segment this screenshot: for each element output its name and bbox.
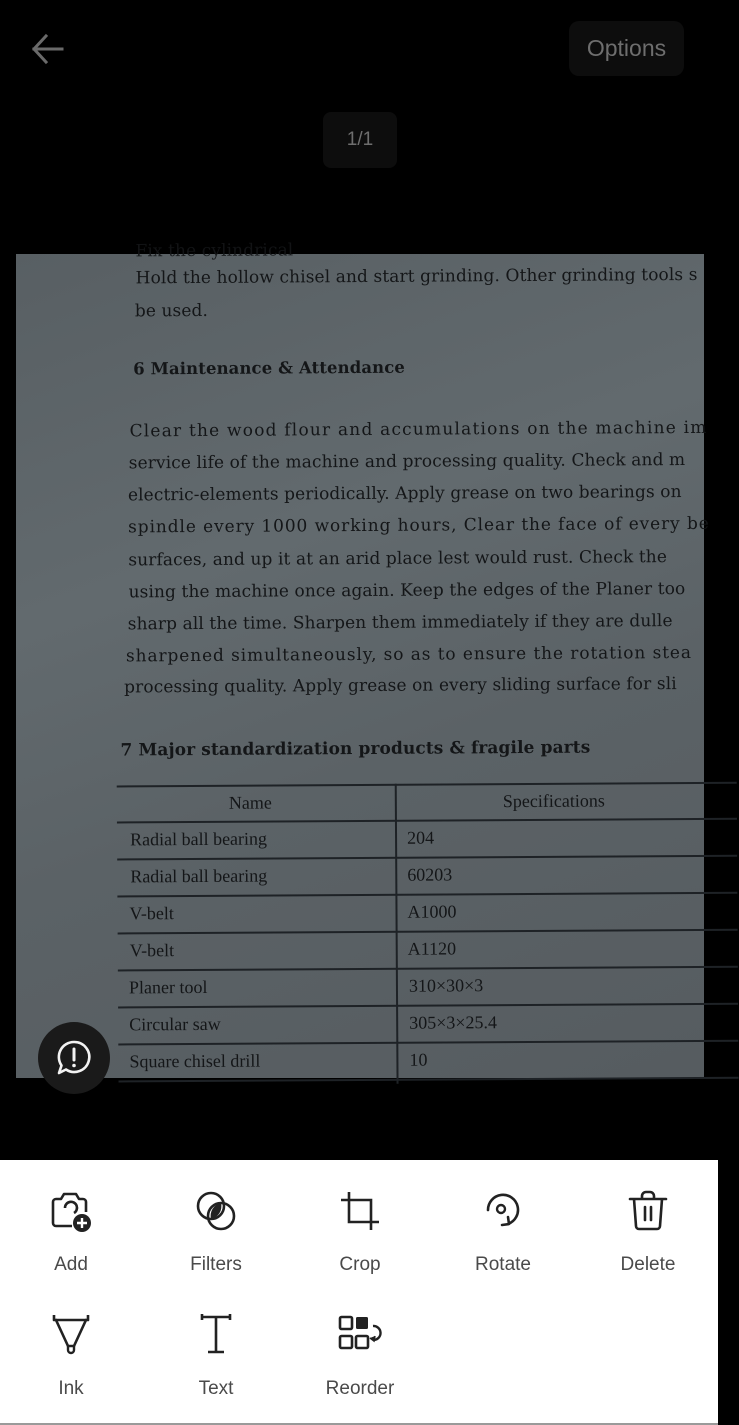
table-cell-spec: 305×3×25.4 [409, 1012, 498, 1033]
document-text-line: Fix the cylindrical [135, 240, 294, 262]
table-cell-name: Planer tool [128, 976, 208, 998]
delete-label: Delete [620, 1254, 676, 1275]
crop-label: Crop [339, 1254, 381, 1275]
reorder-icon [337, 1312, 383, 1358]
delete-button[interactable] [593, 1160, 703, 1275]
paragraph-line: spindle every 1000 working hours, Clear the face of every be [128, 513, 710, 538]
ink-label: Ink [58, 1378, 84, 1399]
table-cell-name: Circular saw [129, 1013, 221, 1035]
paragraph-line: Clear the wood flour and accumulations on the machine im [129, 417, 708, 442]
table-cell-spec: 310×30×3 [408, 975, 484, 996]
table-row [118, 1003, 738, 1044]
arrow-left-icon [29, 31, 65, 67]
table-cell-name: V-belt [129, 903, 174, 924]
back-button[interactable] [24, 26, 70, 72]
add-button[interactable] [16, 1160, 126, 1275]
document-preview[interactable] [16, 240, 710, 1078]
document-text-line: Hold the hollow chisel and start grinding. Other grinding tools s [135, 264, 698, 289]
text-label: Text [198, 1378, 234, 1399]
trash-icon [625, 1188, 671, 1234]
paragraph-line: sharp all the time. Sharpen them immediately if they are dulle [127, 611, 673, 635]
camera-add-icon [48, 1188, 94, 1234]
document-page [13, 240, 710, 1080]
table-cell-spec: A1000 [407, 901, 457, 922]
feedback-button[interactable] [38, 1022, 110, 1094]
filters-label: Filters [190, 1254, 242, 1275]
paragraph-line: electric-elements periodically. Apply grease on two bearings on [127, 482, 682, 506]
table-cell-name: V-belt [129, 940, 175, 961]
paragraph-line: using the machine once again. Keep the edges of the Planer too [128, 579, 686, 603]
ink-pen-icon [48, 1312, 94, 1358]
page-indicator: 1/1 [323, 112, 397, 168]
feedback-alert-icon [54, 1038, 94, 1078]
options-button[interactable]: Options [569, 21, 684, 76]
section-heading: 7 Major standardization products & fragile parts [120, 737, 591, 761]
rotate-label: Rotate [475, 1254, 531, 1275]
crop-icon [337, 1188, 383, 1234]
table-cell-name: Square chisel drill [129, 1050, 261, 1072]
table-cell-spec: A1120 [407, 938, 457, 959]
table-cell-spec: 10 [409, 1049, 428, 1070]
table-cell-name: Radial ball bearing [130, 865, 268, 887]
reorder-button[interactable] [305, 1284, 415, 1399]
table-row [117, 818, 737, 859]
crop-button[interactable] [305, 1160, 415, 1275]
section-heading: 6 Maintenance & Attendance [133, 357, 406, 379]
table-row [118, 966, 738, 1007]
filters-icon [193, 1188, 239, 1234]
table-cell-name: Radial ball bearing [129, 828, 268, 850]
table-header-row [117, 782, 737, 823]
edit-toolbar [0, 1160, 718, 1423]
table-row [117, 892, 737, 933]
paragraph-line: surfaces, and up it at an arid place lest would rust. Check the [128, 547, 668, 571]
rotate-button[interactable] [448, 1160, 558, 1275]
table-row [118, 1040, 738, 1081]
table-row [118, 929, 738, 970]
filters-button[interactable] [161, 1160, 271, 1275]
table-cell-spec: 204 [406, 827, 435, 848]
add-label: Add [54, 1254, 88, 1275]
document-text-line: be used. [134, 300, 209, 322]
table-header-name: Name [228, 792, 272, 813]
table-cell-spec: 60203 [407, 864, 453, 885]
top-bar [0, 0, 718, 150]
text-icon [193, 1312, 239, 1358]
ink-button[interactable] [16, 1284, 126, 1399]
rotate-icon [480, 1188, 526, 1234]
parts-table [117, 782, 737, 1072]
table-row [117, 855, 737, 896]
paragraph-line: service life of the machine and processing quality. Check and m [128, 450, 686, 474]
reorder-label: Reorder [325, 1378, 395, 1399]
table-row [119, 1077, 739, 1118]
paragraph-line: processing quality. Apply grease on every sliding surface for sli [124, 674, 677, 698]
table-header-specifications: Specifications [502, 790, 605, 812]
text-button[interactable] [161, 1284, 271, 1399]
paragraph-line: sharpened simultaneously, so as to ensure the rotation stea [125, 642, 692, 667]
